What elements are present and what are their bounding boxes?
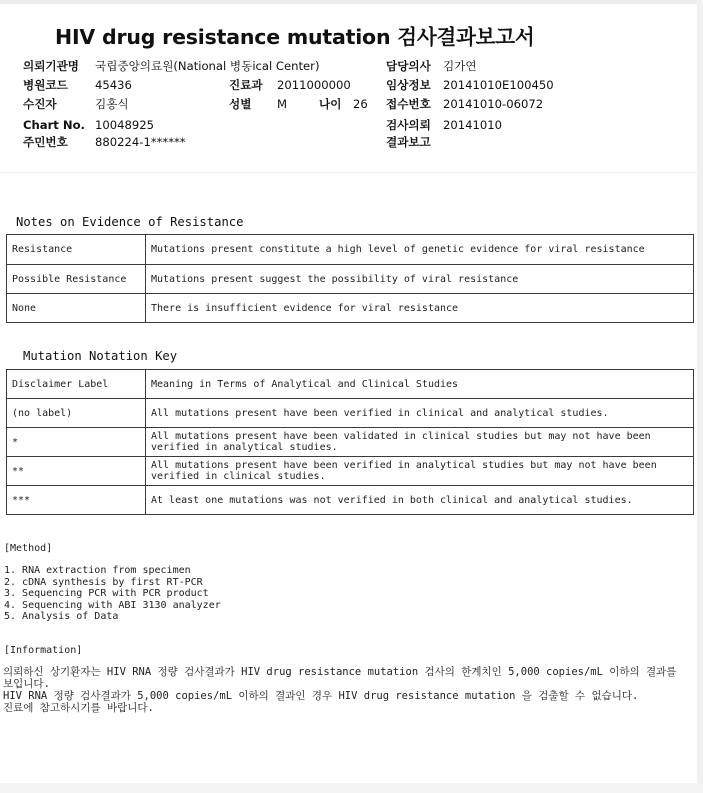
header-divider xyxy=(0,172,697,173)
notation-label-cell: Disclaimer Label xyxy=(7,370,146,399)
method-step: 1. RNA extraction from specimen xyxy=(4,565,191,576)
notation-section-title: Mutation Notation Key xyxy=(23,349,178,363)
chart-no-value: 10048925 xyxy=(95,118,155,132)
dept-label: 진료과 xyxy=(229,78,263,92)
information-line: HIV RNA 정량 검사결과가 5,000 copies/mL 이하의 결과인 경우 HIV drug resistance mutation 을 검출할 수 없습니다. xyxy=(3,690,639,702)
institution-label: 의뢰기관명 xyxy=(23,59,79,73)
evidence-label-cell: Possible Resistance xyxy=(7,265,146,294)
result-report-label: 결과보고 xyxy=(386,135,431,149)
notation-label-cell: (no label) xyxy=(7,399,146,428)
notation-label-cell: * xyxy=(7,428,146,457)
receipt-value: 20141010-06072 xyxy=(443,97,544,111)
request-label: 검사의뢰 xyxy=(386,118,431,132)
right-scroll-edge xyxy=(697,0,703,793)
dept-value: 2011000000 xyxy=(277,78,351,92)
top-border xyxy=(0,0,703,4)
information-line: 진료에 참고하시기를 바랍니다. xyxy=(3,701,154,714)
information-title: [Information] xyxy=(4,645,83,656)
patient-value: 김홍식 xyxy=(95,97,129,111)
bottom-border xyxy=(0,783,703,793)
notation-text-cell: All mutations present have been verified in analytical studies but may not have been verified in clinical studies. xyxy=(146,457,694,486)
evidence-section-title: Notes on Evidence of Resistance xyxy=(16,215,244,229)
method-step: 2. cDNA synthesis by first RT-PCR xyxy=(4,576,203,588)
notation-table xyxy=(6,369,694,515)
evidence-label-cell: Resistance xyxy=(7,235,146,265)
report-title: HIV drug resistance mutation 검사결과보고서 xyxy=(55,25,535,49)
table-row xyxy=(7,457,694,486)
notation-label-cell: ** xyxy=(7,457,146,486)
clinical-info-value: 20141010E100450 xyxy=(443,78,554,92)
table-row xyxy=(7,265,694,294)
doctor-label: 담당의사 xyxy=(386,59,431,73)
notation-text-cell: All mutations present have been verified in clinical and analytical studies. xyxy=(146,399,694,428)
resident-no-label: 주민번호 xyxy=(23,135,68,149)
information-line: 의뢰하신 상기환자는 HIV RNA 정량 검사결과가 HIV drug resistance mutation 검사의 한계치인 5,000 copies/mL 이하의 결과를 보입니다. xyxy=(3,666,677,690)
doctor-value: 김가연 xyxy=(443,59,477,73)
resident-no-value: 880224-1****** xyxy=(95,135,186,149)
evidence-label-cell: None xyxy=(7,294,146,323)
request-value: 20141010 xyxy=(443,118,503,132)
method-title: [Method] xyxy=(4,543,53,554)
method-step: 5. Analysis of Data xyxy=(4,611,119,622)
evidence-text-cell: Mutations present suggest the possibility of viral resistance xyxy=(146,265,694,294)
patient-label: 수진자 xyxy=(23,97,57,111)
sex-value: M xyxy=(277,97,288,111)
institution-value: 국립중앙의료원(National 병동ical Center) xyxy=(95,59,320,73)
table-row xyxy=(7,294,694,323)
hospital-code-value: 45436 xyxy=(95,78,132,92)
evidence-table xyxy=(6,234,694,323)
chart-no-label: Chart No. xyxy=(23,118,85,132)
notation-text-cell: Meaning in Terms of Analytical and Clinical Studies xyxy=(146,370,694,399)
evidence-text-cell: There is insufficient evidence for viral resistance xyxy=(146,294,694,323)
clinical-info-label: 임상정보 xyxy=(386,78,431,92)
table-row xyxy=(7,235,694,265)
notation-text-cell: At least one mutations was not verified in both clinical and analytical studies. xyxy=(146,486,694,515)
method-step: 3. Sequencing PCR with PCR product xyxy=(4,588,209,599)
method-step: 4. Sequencing with ABI 3130 analyzer xyxy=(4,599,221,611)
table-row xyxy=(7,399,694,428)
evidence-text-cell: Mutations present constitute a high level of genetic evidence for viral resistance xyxy=(146,235,694,265)
table-row xyxy=(7,370,694,399)
notation-text-cell: All mutations present have been validated in clinical studies but may not have been verified in analytical studies. xyxy=(146,428,694,457)
hospital-code-label: 병원코드 xyxy=(23,78,68,92)
sex-label: 성별 xyxy=(229,97,252,111)
age-label: 나이 xyxy=(319,97,342,111)
age-value: 26 xyxy=(353,97,368,111)
table-row xyxy=(7,428,694,457)
receipt-label: 접수번호 xyxy=(386,97,431,111)
notation-label-cell: *** xyxy=(7,486,146,515)
table-row xyxy=(7,486,694,515)
